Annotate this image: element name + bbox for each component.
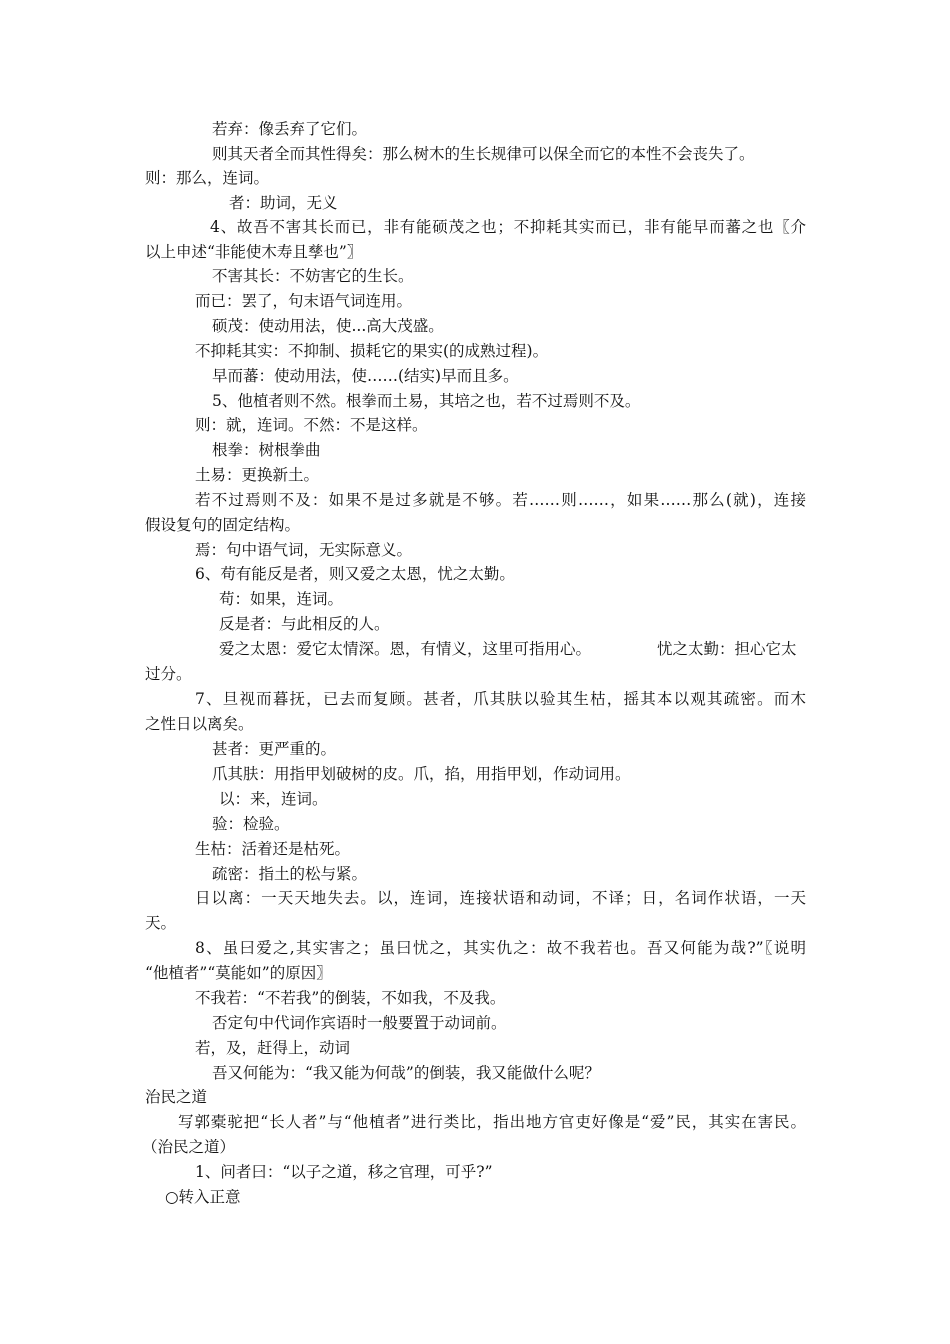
text-line: 者：助词，无义: [229, 194, 338, 212]
text-line: 4、故吾不害其长而已，非有能硕茂之也；不抑耗其实而已，非有能早而蕃之也〖介: [210, 218, 806, 236]
text-line: 以上申述“非能使木寿且孳也”〗: [145, 243, 363, 261]
text-line: 焉：句中语气词，无实际意义。: [195, 541, 413, 559]
text-line: 而已：罢了，句末语气词连用。: [195, 292, 413, 310]
text-line: 以：来，连词。: [219, 790, 328, 808]
text-line: 若，及，赶得上，动词: [195, 1039, 351, 1057]
text-line: 爪其肤：用指甲划破树的皮。爪，掐，用指甲划，作动词用。: [212, 765, 631, 783]
text-line: 生枯：活着还是枯死。: [195, 840, 351, 858]
text-line: 若不过焉则不及：如果不是过多就是不够。若……则……，如果……那么(就)，连接: [195, 491, 806, 509]
text-line: 早而蕃：使动用法，使……(结实)早而且多。: [212, 367, 519, 385]
text-line: 1、问者曰：“以子之道，移之官理，可乎?”: [195, 1163, 493, 1181]
text-line: 8、虽曰爱之,其实害之；虽曰忧之，其实仇之：故不我若也。吾又何能为哉?”〖说明: [195, 939, 806, 957]
text-line: “他植者”“莫能如”的原因〗: [145, 964, 332, 982]
text-line: 不抑耗其实：不抑制、损耗它的果实(的成熟过程)。: [195, 342, 549, 360]
text-line: 根拳：树根拳曲: [212, 441, 321, 459]
text-line: 不我若：“不若我”的倒装，不如我，不及我。: [195, 989, 506, 1007]
text-line: 若弃：像丢弃了它们。: [212, 120, 368, 138]
text-line: 吾又何能为：“我又能为何哉”的倒装，我又能做什么呢？: [212, 1064, 600, 1082]
text-line: 则：就，连词。不然：不是这样。: [195, 416, 428, 434]
text-line: 反是者：与此相反的人。: [219, 615, 390, 633]
text-line: （治民之道）: [142, 1138, 236, 1156]
text-line: 甚者：更严重的。: [212, 740, 337, 758]
text-line: 爱之太恩：爱它太情深。恩，有情义，这里可指用心。: [219, 640, 592, 658]
text-line: 日以离：一天天地失去。以，连词，连接状语和动词，不译；日，名词作状语，一天: [195, 889, 806, 907]
text-line: 过分。: [145, 665, 192, 683]
text-line: 之性日以离矣。: [145, 715, 254, 733]
text-line: 验：检验。: [212, 815, 290, 833]
section-heading: 治民之道: [145, 1088, 208, 1106]
text-line: 硕茂：使动用法，使...高大茂盛。: [212, 317, 444, 335]
text-line: 苟：如果，连词。: [219, 590, 344, 608]
text-line: 土易：更换新土。: [195, 466, 320, 484]
text-line: 不害其长：不妨害它的生长。: [212, 267, 414, 285]
text-line: 则其天者全而其性得矣：那么树木的生长规律可以保全而它的本性不会丧失了。: [212, 145, 755, 163]
text-line: 忧之太勤：担心它太: [657, 640, 797, 658]
text-line: 7、旦视而暮抚，已去而复顾。甚者，爪其肤以验其生枯，摇其本以观其疏密。而木: [195, 690, 806, 708]
text-line: 则：那么，连词。: [145, 169, 270, 187]
text-line: 6、苟有能反是者，则又爱之太恩，忧之太勤。: [195, 565, 515, 583]
text-line: 假设复句的固定结构。: [145, 516, 301, 534]
text-line: 疏密：指土的松与紧。: [212, 865, 368, 883]
text-line: 天。: [145, 914, 177, 932]
text-line: 否定句中代词作宾语时一般要置于动词前。: [212, 1014, 507, 1032]
text-line: ○转入正意: [165, 1188, 241, 1206]
text-line: 写郭橐驼把“长人者”与“他植者”进行类比，指出地方官吏好像是“爱”民，其实在害民。: [178, 1113, 806, 1131]
text-line: 5、他植者则不然。根拳而土易，其培之也，若不过焉则不及。: [212, 392, 641, 410]
